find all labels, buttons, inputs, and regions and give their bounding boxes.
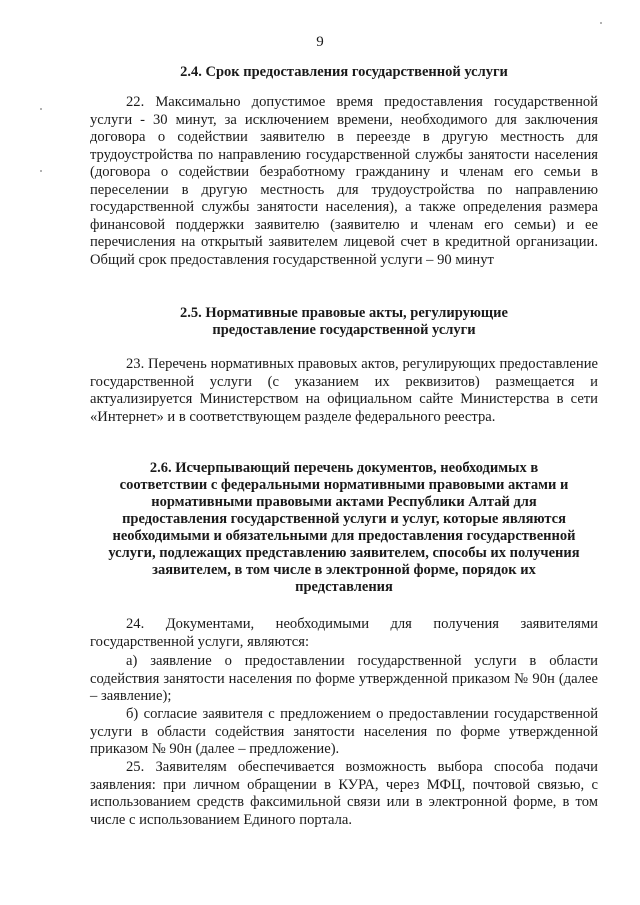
section-heading-2-6-line3: нормативными правовыми актами Республики Алтай для [151, 494, 537, 510]
paragraph-25: 25. Заявителям обеспечивается возможность выбора способа подачи заявления: при личном обращении в КУРА, через МФЦ, почтовой связью, с использованием средств факсимильной связи или в электронной форме, в том числе с использованием Единого портала. [90, 759, 598, 828]
section-heading-2-6-line4: предоставления государственной услуги и услуг, которые являются [122, 511, 566, 527]
paragraph-24a: а) заявление о предоставлении государственной услуги в области содействия занятости населения по форме утвержденной приказом № 90н (далее – заявление); [90, 653, 598, 704]
paragraph-24b: б) согласие заявителя с предложением о предоставлении государственной услуги в области содействия занятости населения по форме утвержденной приказом № 90н (далее – предложение). [90, 706, 598, 757]
section-heading-2-6-line2: соответствии с федеральными нормативными правовыми актами и [119, 477, 569, 493]
section-heading-2-5-line1: 2.5. Нормативные правовые акты, регулирующие [180, 305, 508, 321]
section-heading-2-6-line6: услуги, подлежащих представлению заявителем, способы их получения [108, 545, 580, 561]
section-heading-2-6-line8: представления [295, 579, 393, 595]
paragraph-23: 23. Перечень нормативных правовых актов, регулирующих предоставление государственной услуги (с указанием их реквизитов) размещается и актуализируется Министерством на официальном сайте Министерства в сети «Интернет» и в соответствующем разделе федерального реестра. [90, 356, 598, 425]
paragraph-22: 22. Максимально допустимое время предоставления государственной услуги - 30 минут, за исключением времени, необходимого для заключения договора о содействии заявителю в переезде в другую местность для трудоустройства по направлению государственной службы занятости населения (договора о содействии безработному гражданину и членам его семьи в переселении в другую местность для трудоустройства по направлению государственной службы занятости населения), а также определения размера финансовой поддержки заявителю (заявителю и членам его семьи) и ее перечисления на открытый заявителем лицевой счет в кредитной организации. Общий срок предоставления государственной услуги – 90 минут [90, 94, 598, 268]
section-heading-2-6-line7: заявителем, в том числе в электронной форме, порядок их [152, 562, 536, 578]
section-heading-2-6-line1: 2.6. Исчерпывающий перечень документов, необходимых в [149, 460, 539, 476]
section-heading-2-6-line5: необходимыми и обязательными для предоставления государственной [112, 528, 576, 544]
scan-speck [600, 22, 602, 24]
page-number: 9 [316, 34, 324, 50]
scan-speck [40, 170, 42, 172]
section-heading-2-4: 2.4. Срок предоставления государственной услуги [180, 64, 508, 80]
section-heading-2-5-line2: предоставление государственной услуги [212, 322, 476, 338]
paragraph-24: 24. Документами, необходимыми для получения заявителями государственной услуги, являются: [90, 616, 598, 650]
scan-speck [40, 108, 42, 110]
